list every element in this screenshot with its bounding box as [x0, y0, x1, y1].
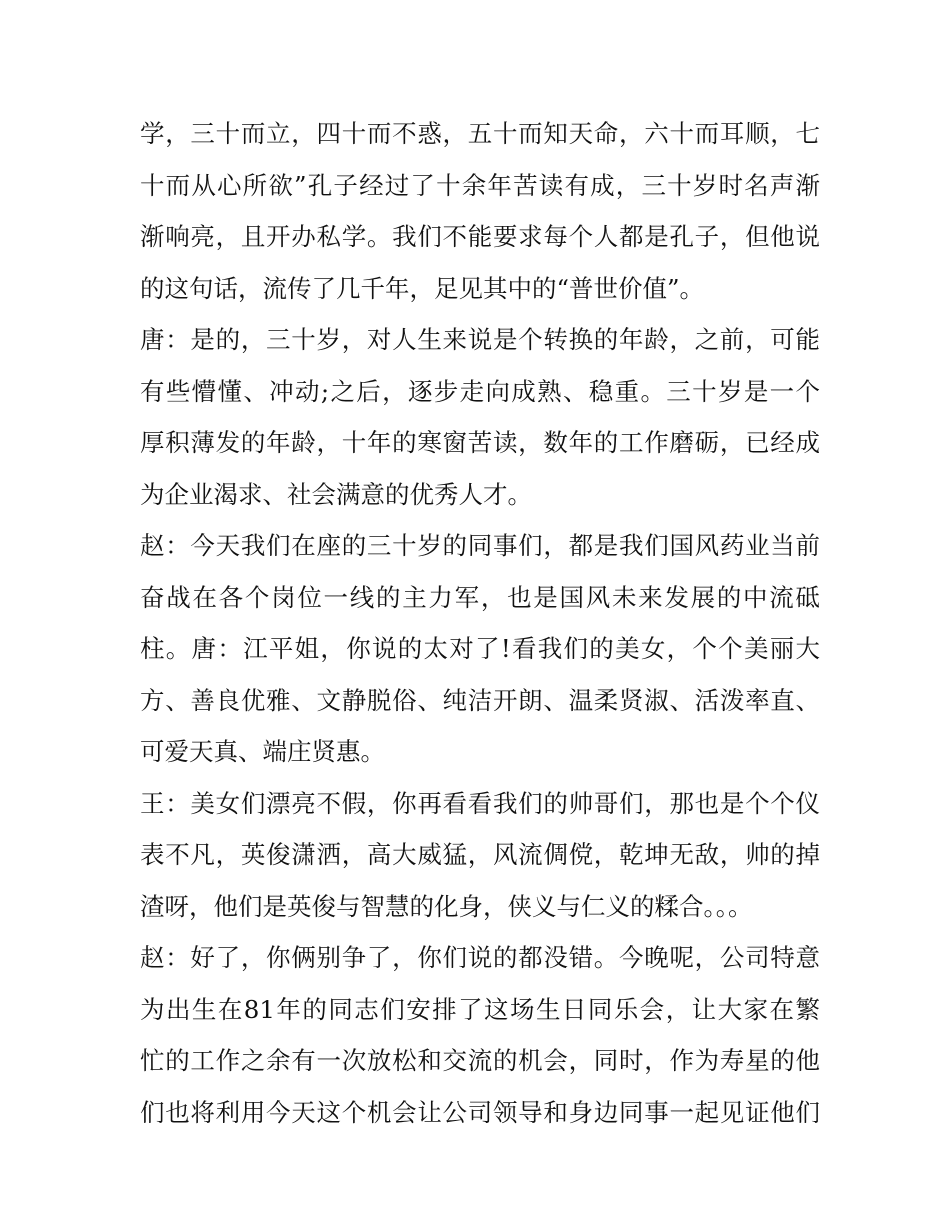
text-line: 的这句话，流传了几千年，足见其中的“普世价值”。 — [140, 273, 705, 303]
text-line: 唐：是的，三十岁，对人生来说是个转换的年龄，之前，可能 — [140, 325, 820, 354]
text-line: 十而从心所欲”孔子经过了十余年苦读有成，三十岁时名声渐 — [140, 170, 820, 200]
text-line: 渣呀，他们是英俊与智慧的化身，侠义与仁义的糅合。。。 — [140, 891, 753, 921]
text-line: 渐响亮，且开办私学。我们不能要求每个人都是孔子，但他说 — [140, 222, 820, 251]
text-line: 表不凡，英俊潇洒，高大威猛，风流倜傥，乾坤无敌，帅的掉 — [140, 840, 820, 869]
text-line: 奋战在各个岗位一线的主力军，也是国风未来发展的中流砥 — [140, 582, 820, 612]
text-line: 方、善良优雅、文静脱俗、纯洁开朗、温柔贤淑、活泼率直、 — [140, 685, 820, 715]
text-line: 学，三十而立，四十而不惑，五十而知天命，六十而耳顺，七 — [140, 119, 820, 148]
text-line: 可爱天真、端庄贤惠。 — [140, 737, 385, 766]
body-text — [140, 108, 820, 1138]
text-line: 们也将利用今天这个机会让公司领导和身边同事一起见证他们 — [140, 1097, 820, 1127]
text-line: 王：美女们漂亮不假，你再看看我们的帅哥们，那也是个个仪 — [140, 788, 820, 818]
text-line: 赵：好了，你俩别争了，你们说的都没错。今晚呢，公司特意 — [140, 943, 820, 972]
text-line: 为出生在81年的同志们安排了这场生日同乐会，让大家在繁 — [140, 994, 820, 1024]
text-line: 有些懵懂、冲动;之后，逐步走向成熟、稳重。三十岁是一个 — [140, 376, 820, 406]
text-line: 忙的工作之余有一次放松和交流的机会，同时，作为寿星的他 — [140, 1046, 820, 1075]
text-line: 厚积薄发的年龄，十年的寒窗苦读，数年的工作磨砺，已经成 — [140, 428, 820, 457]
text-line: 为企业渴求、社会满意的优秀人才。 — [140, 479, 532, 509]
text-line: 赵：今天我们在座的三十岁的同事们，都是我们国风药业当前 — [140, 531, 820, 560]
text-line: 柱。唐：江平姐，你说的太对了!看我们的美女，个个美丽大 — [140, 634, 820, 663]
